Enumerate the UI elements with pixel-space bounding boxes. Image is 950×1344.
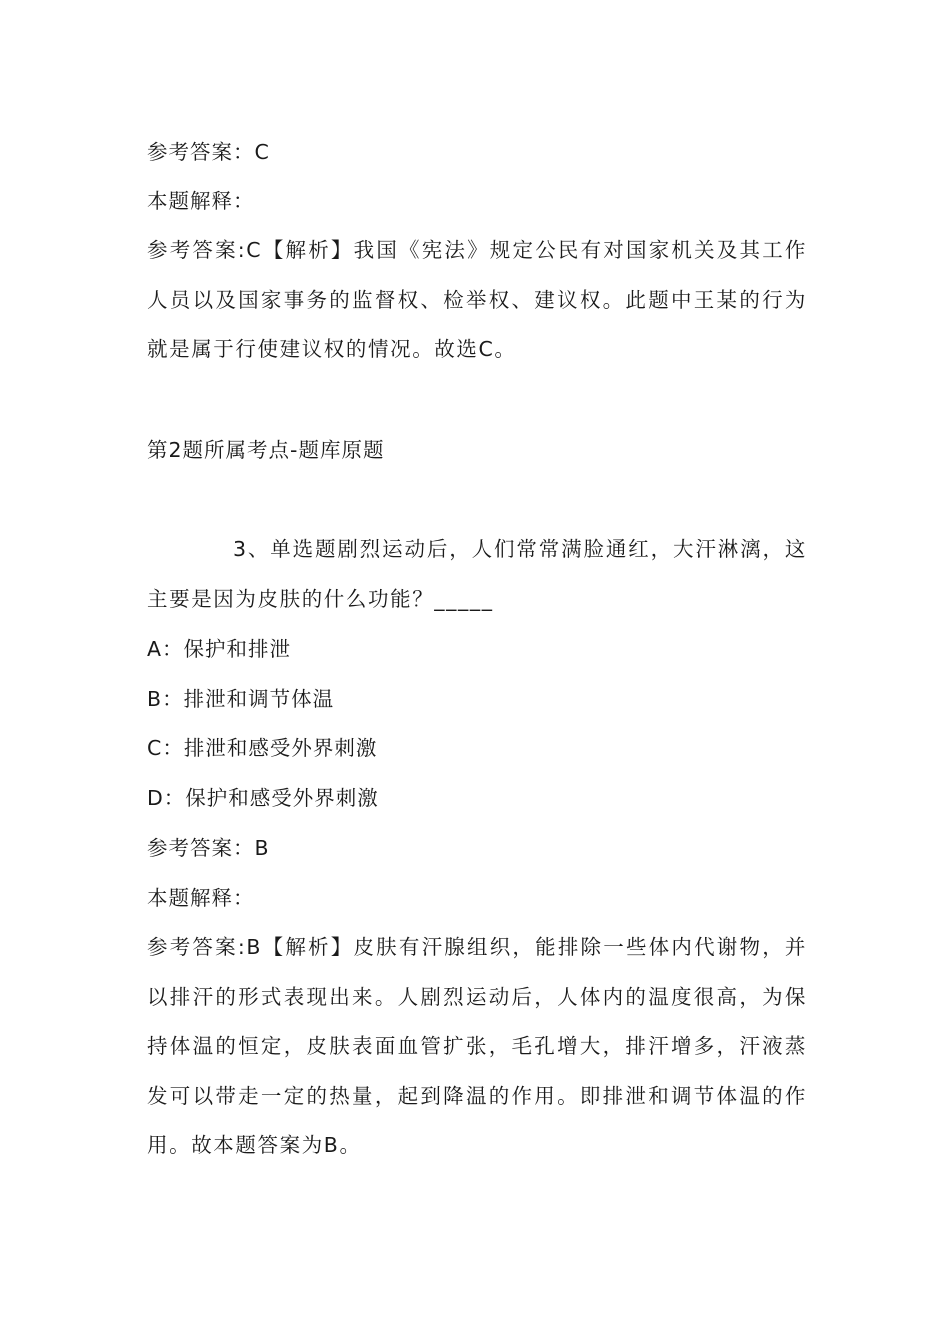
q3-option-a: A：保护和排泄 (147, 637, 292, 661)
q3-question: 3、单选题剧烈运动后，人们常常满脸通红，大汗淋漓，这主要是因为皮肤的什么功能？_____ (147, 537, 807, 611)
q3-option-c: C：排泄和感受外界刺激 (147, 736, 378, 760)
q2-answer: 参考答案：C (147, 140, 270, 164)
q3-explanation: 参考答案:B【解析】皮肤有汗腺组织，能排除一些体内代谢物，并以排汗的形式表现出来。人剧烈运动后，人体内的温度很高，为保持体温的恒定，皮肤表面血管扩张，毛孔增大，排汗增多，汗液蒸发可以带走一定的热量，起到降温的作用。即排泄和调节体温的作用。故本题答案为B。 (147, 935, 807, 1157)
q3-answer: 参考答案：B (147, 836, 270, 860)
q3-option-b: B：排泄和调节体温 (147, 687, 335, 711)
q2-topic: 第2题所属考点-题库原题 (147, 438, 385, 462)
q2-explain-label: 本题解释： (147, 189, 255, 213)
q3-option-d: D：保护和感受外界刺激 (147, 786, 379, 810)
q2-explanation: 参考答案:C【解析】我国《宪法》规定公民有对国家机关及其工作人员以及国家事务的监督权、检举权、建议权。此题中王某的行为就是属于行使建议权的情况。故选C。 (147, 238, 807, 361)
q3-explain-label: 本题解释： (147, 886, 255, 910)
